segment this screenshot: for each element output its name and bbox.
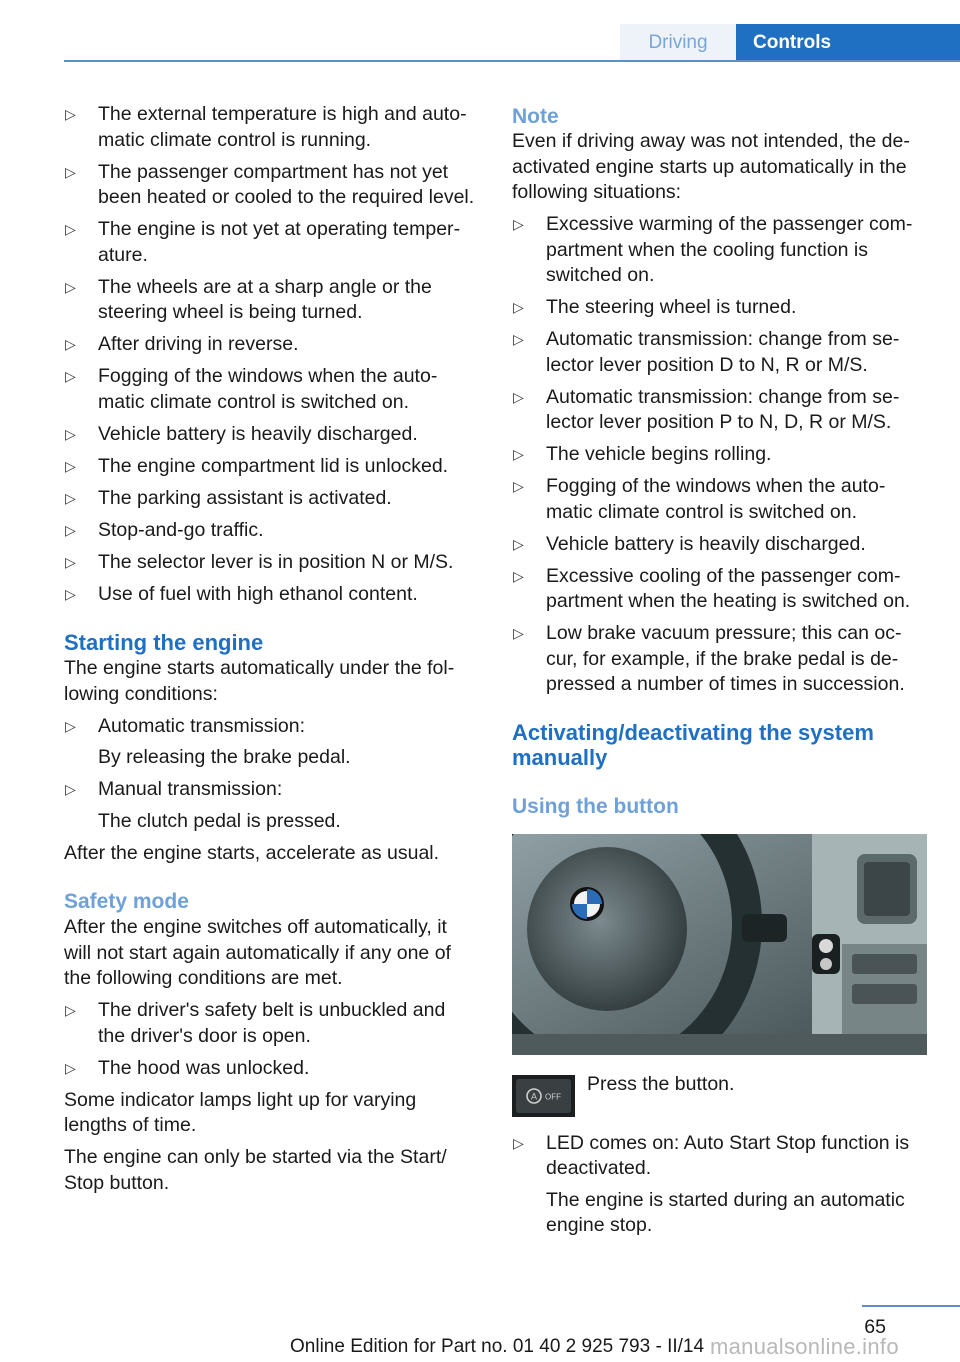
list-item: ▷ Vehicle battery is heavily discharged. xyxy=(512,532,924,558)
footer-rule xyxy=(862,1305,960,1307)
list-item: ▷ The engine compartment lid is unlocked. xyxy=(64,454,476,480)
press-button-row xyxy=(512,1067,924,1131)
bullet-arrow-icon: ▷ xyxy=(513,331,524,347)
list-item: ▷ The vehicle begins rolling. xyxy=(512,442,924,468)
list-item: ▷ Vehicle battery is heavily discharged. xyxy=(64,422,476,448)
safety-mode-heading: Safety mode xyxy=(64,890,189,913)
bullet-arrow-icon: ▷ xyxy=(65,163,76,180)
page-number: 65 xyxy=(864,1316,886,1338)
safety-paragraph-2: The engine can only be started via the Start/ Stop button. xyxy=(64,1146,447,1194)
bullet-arrow-icon: ▷ xyxy=(513,216,524,232)
starting-after-text: After the engine starts, accelerate as usual. xyxy=(64,841,440,864)
conditions-list xyxy=(64,102,476,607)
list-item: ▷ Automatic transmission: By releasing the brake pedal. xyxy=(65,714,351,768)
list-item: ▷ The parking assistant is activated. xyxy=(64,486,476,512)
starting-conditions-list xyxy=(64,714,476,835)
bullet-arrow-icon: ▷ xyxy=(65,457,76,474)
left-column xyxy=(64,102,476,1203)
list-item: ▷ The selector lever is in position N or M/S. xyxy=(64,550,476,576)
auto-start-stop-button-icon xyxy=(512,1075,575,1117)
bullet-arrow-icon: ▷ xyxy=(65,585,76,602)
header-section-label: Driving xyxy=(620,24,736,61)
bullet-arrow-icon: ▷ xyxy=(65,521,76,538)
cockpit-photo xyxy=(512,834,927,1055)
list-item: ▷ LED comes on: Auto Start Stop function is deactivated. The engine is started during an automatic engine stop. xyxy=(513,1131,910,1236)
led-list xyxy=(512,1131,924,1239)
bullet-arrow-icon: ▷ xyxy=(65,553,76,570)
list-item: ▷ Fogging of the windows when the automatic climate control is switched on. xyxy=(65,365,438,413)
bullet-arrow-icon: ▷ xyxy=(65,336,76,352)
safety-conditions-list xyxy=(64,998,476,1081)
bullet-arrow-icon: ▷ xyxy=(513,446,524,462)
header-chapter-label: Controls xyxy=(736,24,960,61)
list-item: ▷ After driving in reverse. xyxy=(64,332,476,358)
bullet-arrow-icon: ▷ xyxy=(513,1134,524,1151)
right-column xyxy=(512,104,924,1245)
list-item: ▷ The passenger compartment has not yet been heated or cooled to the required level. xyxy=(65,160,475,208)
note-heading: Note xyxy=(512,105,559,128)
list-item: ▷ The engine is not yet at operating temperature. xyxy=(65,218,461,266)
bullet-arrow-icon: ▷ xyxy=(513,299,524,315)
list-item: ▷ The hood was unlocked. xyxy=(64,1056,476,1082)
list-item: ▷ Fogging of the windows when the automatic climate control is switched on. xyxy=(513,475,886,523)
bullet-arrow-icon: ▷ xyxy=(513,535,524,552)
bullet-arrow-icon: ▷ xyxy=(513,388,524,405)
bullet-arrow-icon: ▷ xyxy=(65,368,76,384)
bullet-arrow-icon: ▷ xyxy=(513,478,524,494)
bullet-arrow-icon: ▷ xyxy=(65,106,76,122)
bullet-arrow-icon: ▷ xyxy=(65,489,76,506)
press-button-text: Press the button. xyxy=(587,1072,735,1095)
bullet-arrow-icon: ▷ xyxy=(65,1002,76,1018)
bullet-arrow-icon: ▷ xyxy=(65,1059,76,1076)
restart-situations-list xyxy=(512,212,924,698)
list-item: ▷ The steering wheel is turned. xyxy=(512,295,924,321)
list-item: ▷ Use of fuel with high ethanol content. xyxy=(64,582,476,608)
list-item: ▷ Excessive warming of the passenger compartment when the cooling function is switched on. xyxy=(513,213,913,286)
edition-text: Online Edition for Part no. 01 40 2 925 793 - II/14 xyxy=(290,1336,705,1357)
list-item: ▷ Low brake vacuum pressure; this can occur, for example, if the brake pedal is depressed a number of times in succession. xyxy=(513,622,905,695)
note-intro: Even if driving away was not intended, the deactivated engine starts up automatically in the following situations: xyxy=(512,130,910,203)
safety-intro: After the engine switches off automatically, it will not start again automatically if any one of the following conditions are met. xyxy=(64,916,451,989)
watermark: manualsonline.info xyxy=(710,1334,899,1359)
svg-text:A: A xyxy=(530,1091,538,1101)
list-item: ▷ Automatic transmission: change from selector lever position P to N, D, R or M/S. xyxy=(513,385,900,433)
safety-paragraph-1: Some indicator lamps light up for varying lengths of time. xyxy=(64,1088,417,1136)
list-item: ▷ The driver's safety belt is unbuckled and the driver's door is open. xyxy=(65,999,446,1047)
using-button-heading: Using the button xyxy=(512,794,679,818)
activating-heading: Activating/deactivating the system manually xyxy=(512,719,874,770)
list-item: ▷ The wheels are at a sharp angle or the steering wheel is being turned. xyxy=(65,275,432,323)
bullet-arrow-icon: ▷ xyxy=(65,717,76,734)
header-rule xyxy=(64,60,960,62)
list-item: ▷ Stop-and-go traffic. xyxy=(64,518,476,544)
list-item: ▷ Excessive cooling of the passenger compartment when the heating is switched on. xyxy=(513,564,911,612)
list-item: ▷ The external temperature is high and automatic climate control is running. xyxy=(65,103,467,151)
starting-intro: The engine starts automatically under the following conditions: xyxy=(64,657,455,705)
list-item: ▷ Manual transmission: The clutch pedal is pressed. xyxy=(65,778,341,832)
bullet-arrow-icon: ▷ xyxy=(65,425,76,442)
bullet-arrow-icon: ▷ xyxy=(513,567,524,584)
list-item: ▷ Automatic transmission: change from selector lever position D to N, R or M/S. xyxy=(513,328,900,376)
bullet-arrow-icon: ▷ xyxy=(65,278,76,295)
bullet-arrow-icon: ▷ xyxy=(65,781,76,797)
bullet-arrow-icon: ▷ xyxy=(513,625,524,641)
bullet-arrow-icon: ▷ xyxy=(65,221,76,237)
starting-engine-heading: Starting the engine xyxy=(64,630,264,655)
button-off-label: OFF xyxy=(545,1092,561,1101)
